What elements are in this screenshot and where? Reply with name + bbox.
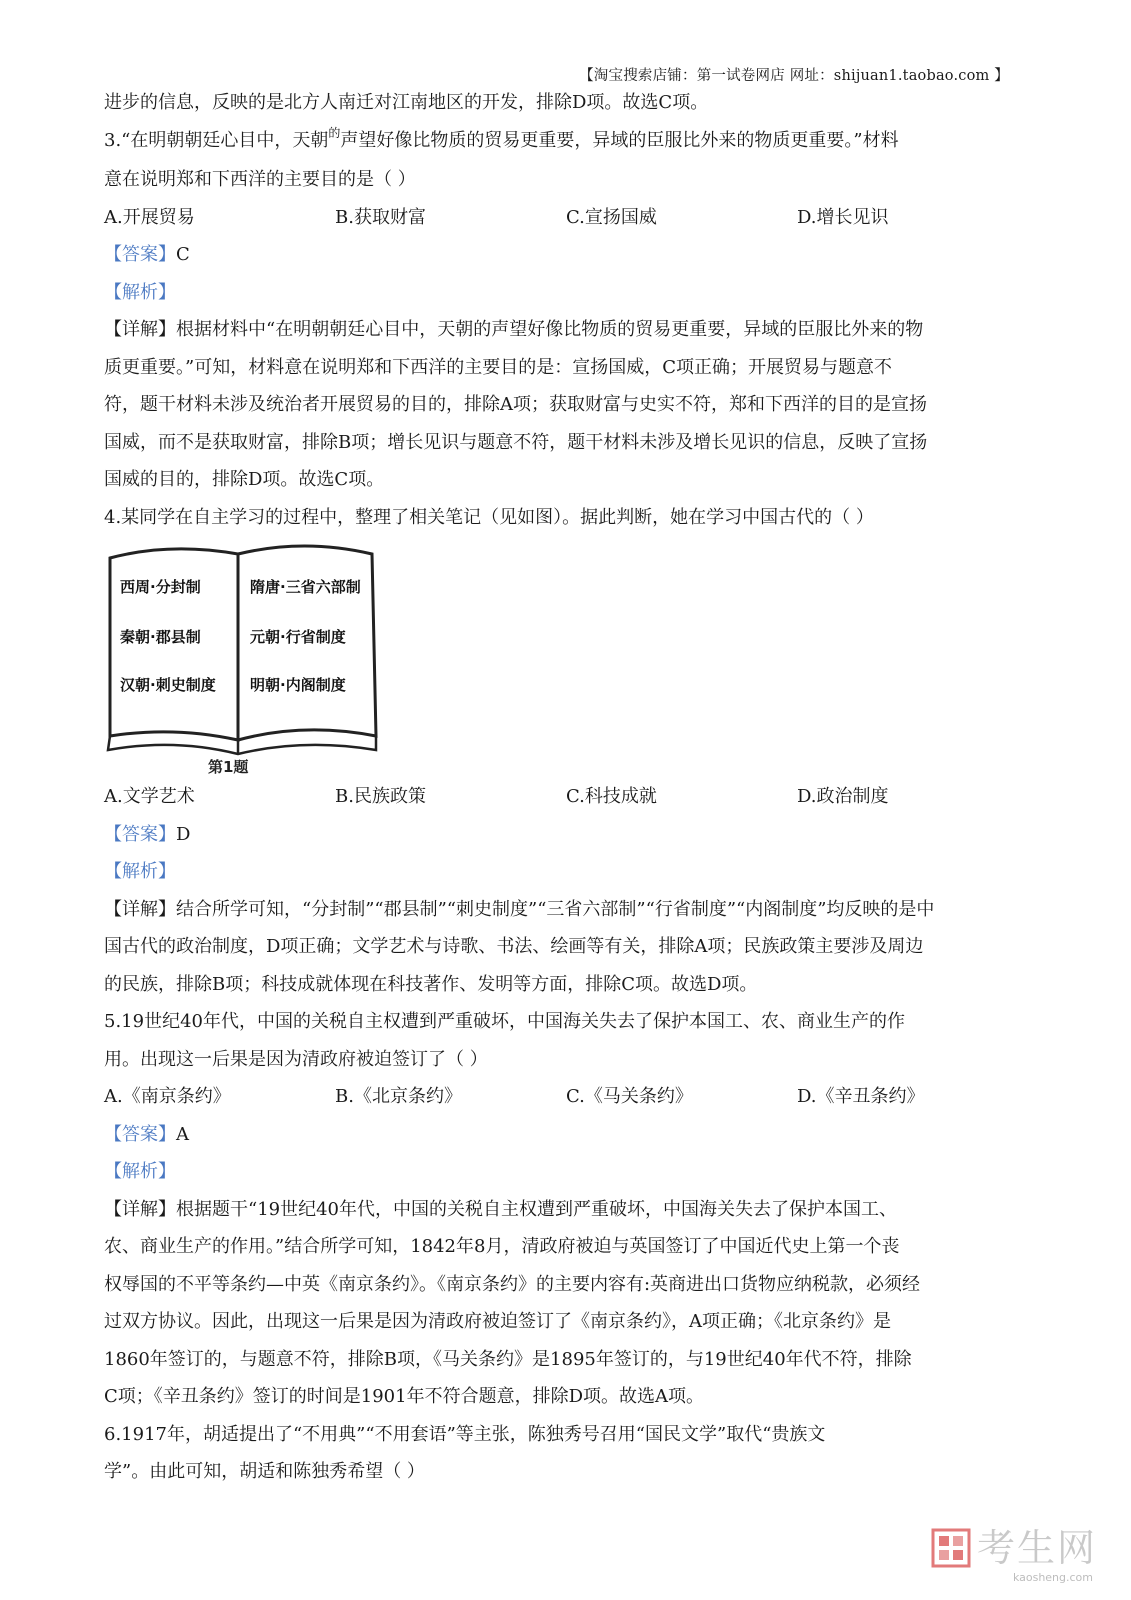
- q3-stem-sup: 的: [328, 125, 341, 140]
- q5-stem-line2: 用。出现这一后果是因为清政府被迫签订了（ ）: [104, 1048, 488, 1070]
- q3-option-a: A.开展贸易: [104, 206, 195, 228]
- q3-detail-line2: 质更重要。”可知，材料意在说明郑和下西洋的主要目的是：宣扬国威，C项正确；开展贸易与题意不: [104, 356, 892, 378]
- analysis-label: 【解析】: [104, 1161, 176, 1182]
- q6-stem-line2: 学”。由此可知，胡适和陈独秀希望（ ）: [104, 1461, 425, 1482]
- notebook-figure: [104, 540, 1028, 776]
- page-header: 【淘宝搜索店铺：第一试卷网店 网址：shijuan1.taobao.com 】: [579, 68, 1009, 84]
- q3-stem-line2: 意在说明郑和下西洋的主要目的是（ ）: [104, 169, 416, 190]
- q5-stem-line1: 5.19世纪40年代，中国的关税自主权遭到严重破坏，中国海关失去了保护本国工、农、商业生产的作: [104, 1011, 905, 1032]
- q5-options: [104, 1078, 1028, 1116]
- q4-option-b: B.民族政策: [335, 786, 426, 807]
- q3-stem-line1: [104, 122, 1028, 162]
- q5-detail-text: 根据题干“19世纪40年代，中国的关税自主权遭到严重破坏，中国海关失去了保护本国工、: [176, 1198, 898, 1220]
- q5-option-a: A.《南京条约》: [104, 1086, 231, 1107]
- watermark: [931, 1528, 1097, 1568]
- note-right-3: 明朝·内阁制度: [250, 676, 346, 694]
- q4-option-d: D.政治制度: [797, 786, 889, 807]
- q3-option-c: C.宣扬国威: [566, 206, 657, 228]
- q5-detail-line6: C项；《辛丑条约》签订的时间是1901年不符合题意，排除D项。故选A项。: [104, 1386, 705, 1407]
- detail-label: 【详解】: [104, 898, 176, 920]
- notebook-caption: 第1题: [208, 758, 249, 776]
- q3-detail-text: 根据材料中“在明朝朝廷心目中，天朝的声望好像比物质的贸易更重要，异域的臣服比外来的物: [176, 319, 924, 340]
- analysis-label: 【解析】: [104, 861, 176, 882]
- q4-detail-line1: [104, 891, 1028, 929]
- q4-analysis-line: [104, 853, 1028, 891]
- q6-stem-line1: 6.1917年，胡适提出了“不用典”“不用套语”等主张，陈独秀号召用“国民文学”取代“贵族文: [104, 1423, 826, 1445]
- q3-detail-line3: 符，题干材料未涉及统治者开展贸易的目的，排除A项；获取财富与史实不符，郑和下西洋的目的是宣扬: [104, 394, 927, 415]
- detail-label: 【详解】: [104, 319, 176, 340]
- note-left-2: 秦朝·郡县制: [120, 628, 201, 646]
- q4-options: [104, 778, 1028, 816]
- q4-answer-line: [104, 816, 1028, 854]
- note-left-3: 汉朝·刺史制度: [120, 676, 216, 694]
- content: [104, 84, 1028, 1491]
- q5-detail-line4: 过双方协议。因此，出现这一后果是因为清政府被迫签订了《南京条约》，A项正确；《北京条约》是: [104, 1311, 891, 1332]
- q5-detail-line2: 农、商业生产的作用。”结合所学可知，1842年8月，清政府被迫与英国签订了中国近代史上第一个丧: [104, 1236, 900, 1257]
- answer-label: 【答案】: [104, 1123, 176, 1145]
- notebook-illustration: [104, 540, 394, 776]
- q5-option-c: C.《马关条约》: [566, 1086, 693, 1107]
- q3-stem-part-b: 声望好像比物质的贸易更重要，异域的臣服比外来的物质更重要。”材料: [340, 129, 899, 151]
- q4-detail-line2: 国古代的政治制度，D项正确；文学艺术与诗歌、书法、绘画等有关，排除A项；民族政策主要涉及周边: [104, 936, 924, 957]
- q5-detail-line3: 权辱国的不平等条约—中英《南京条约》。《南京条约》的主要内容有:英商进出口货物应纳税款，必须经: [104, 1273, 921, 1295]
- kaosheng-logo-icon: [931, 1528, 971, 1568]
- note-right-2: 元朝·行省制度: [250, 628, 346, 646]
- q3-option-d: D.增长见识: [797, 206, 889, 228]
- analysis-label: 【解析】: [104, 281, 176, 303]
- q4-option-c: C.科技成就: [566, 786, 657, 807]
- watermark-url: kaosheng.com: [1012, 1571, 1093, 1584]
- q5-detail-line1: [104, 1191, 1028, 1229]
- watermark-text: 考生网: [976, 1526, 1097, 1570]
- q4-detail-line3: 的民族，排除B项；科技成就体现在科技著作、发明等方面，排除C项。故选D项。: [104, 973, 758, 995]
- detail-label: 【详解】: [104, 1198, 176, 1220]
- answer-label: 【答案】: [104, 244, 176, 265]
- answer-label: 【答案】: [104, 823, 176, 845]
- q3-analysis-line: [104, 274, 1028, 312]
- q5-detail-line5: 1860年签订的，与题意不符，排除B项，《马关条约》是1895年签订的，与19世纪40年代不符，排除: [104, 1348, 912, 1370]
- q3-detail-line1: [104, 311, 1028, 349]
- q5-answer-line: [104, 1116, 1028, 1154]
- q3-detail-line4: 国威，而不是获取财富，排除B项；增长见识与题意不符，题干材料未涉及增长见识的信息，反映了宣扬: [104, 431, 928, 453]
- q4-detail-text: 结合所学可知，“分封制”“郡县制”“刺史制度”“三省六部制”“行省制度”“内阁制度”均反映的是中: [176, 898, 935, 920]
- q4-answer: D: [176, 823, 191, 845]
- note-left-1: 西周·分封制: [120, 578, 201, 596]
- q3-answer: C: [176, 244, 190, 265]
- q3-detail-line5: 国威的目的，排除D项。故选C项。: [104, 469, 385, 490]
- q4-option-a: A.文学艺术: [104, 786, 195, 807]
- q3-options: [104, 199, 1028, 237]
- q3-stem-part-a: 3.“在明朝朝廷心目中，天朝: [104, 129, 329, 151]
- q5-answer: A: [176, 1123, 189, 1145]
- q3-answer-line: [104, 236, 1028, 274]
- q5-analysis-line: [104, 1153, 1028, 1191]
- note-right-1: 隋唐·三省六部制: [250, 578, 361, 596]
- q5-option-d: D.《辛丑条约》: [797, 1086, 925, 1107]
- q3-option-b: B.获取财富: [335, 206, 426, 228]
- intro-line: 进步的信息，反映的是北方人南迁对江南地区的开发，排除D项。故选C项。: [104, 92, 709, 113]
- q5-option-b: B.《北京条约》: [335, 1086, 462, 1107]
- q4-stem: 4.某同学在自主学习的过程中，整理了相关笔记（见如图）。据此判断，她在学习中国古代的（ ）: [104, 506, 874, 528]
